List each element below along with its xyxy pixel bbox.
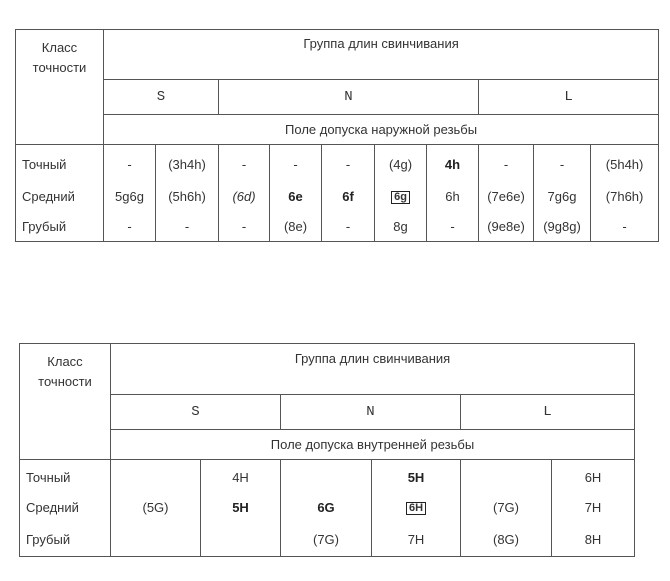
cell: (7h6h) [591,181,659,212]
cell: - [591,212,659,242]
cell: 4h [427,145,479,181]
cell: 5H [201,492,281,523]
cell: (7G) [281,523,372,557]
field-header: Поле допуска внутренней резьбы [111,430,635,460]
cell: (8e) [270,212,322,242]
boxed-value: 6g [391,191,410,204]
cell [111,460,201,492]
row-label-fine: Точный [20,460,111,492]
class-header-line1: Класс [41,40,78,55]
row-label-medium: Средний [20,492,111,523]
cell: (3h4h) [156,145,219,181]
cell [375,181,427,212]
cell: - [156,212,219,242]
class-header-cell [16,30,104,145]
row-label-medium: Средний [16,181,104,212]
group-header: Группа длин свинчивания [111,344,635,395]
cell: - [219,212,270,242]
cell: (9e8e) [479,212,534,242]
class-header-line2: точности [32,60,87,75]
cell: - [104,212,156,242]
group-n: N [219,80,479,115]
group-l: L [479,80,659,115]
row-label-coarse: Грубый [16,212,104,242]
cell: 7H [552,492,635,523]
cell: - [270,145,322,181]
group-s: S [104,80,219,115]
cell: - [534,145,591,181]
cell: - [322,212,375,242]
class-header-line1: Класс [47,354,83,369]
cell: - [219,145,270,181]
cell: 4H [201,460,281,492]
cell: 6f [322,181,375,212]
cell: 7H [372,523,461,557]
cell: (5h4h) [591,145,659,181]
cell: 6G [281,492,372,523]
external-thread-table [15,29,659,242]
class-header-line2: точности [38,374,92,389]
cell: (7e6e) [479,181,534,212]
cell [372,492,461,523]
cell [111,523,201,557]
group-n: N [281,395,461,430]
cell: 6h [427,181,479,212]
cell: 8H [552,523,635,557]
cell: 5g6g [104,181,156,212]
group-l: L [461,395,635,430]
cell: 8g [375,212,427,242]
cell: - [104,145,156,181]
cell: (5h6h) [156,181,219,212]
cell: (8G) [461,523,552,557]
internal-thread-table [19,343,635,557]
cell: - [322,145,375,181]
class-header-cell [20,344,111,460]
group-header: Группа длин свинчивания [104,30,659,80]
row-label-coarse: Грубый [20,523,111,557]
row-label-fine: Точный [16,145,104,181]
cell: (5G) [111,492,201,523]
cell [201,523,281,557]
boxed-value: 6H [406,502,426,515]
cell: - [479,145,534,181]
cell: (7G) [461,492,552,523]
cell: 5H [372,460,461,492]
cell: - [427,212,479,242]
group-s: S [111,395,281,430]
cell: (9g8g) [534,212,591,242]
cell [461,460,552,492]
field-header: Поле допуска наружной резьбы [104,115,659,145]
cell: 6e [270,181,322,212]
cell: 7g6g [534,181,591,212]
cell: 6H [552,460,635,492]
cell: (6d) [219,181,270,212]
cell: (4g) [375,145,427,181]
cell [281,460,372,492]
